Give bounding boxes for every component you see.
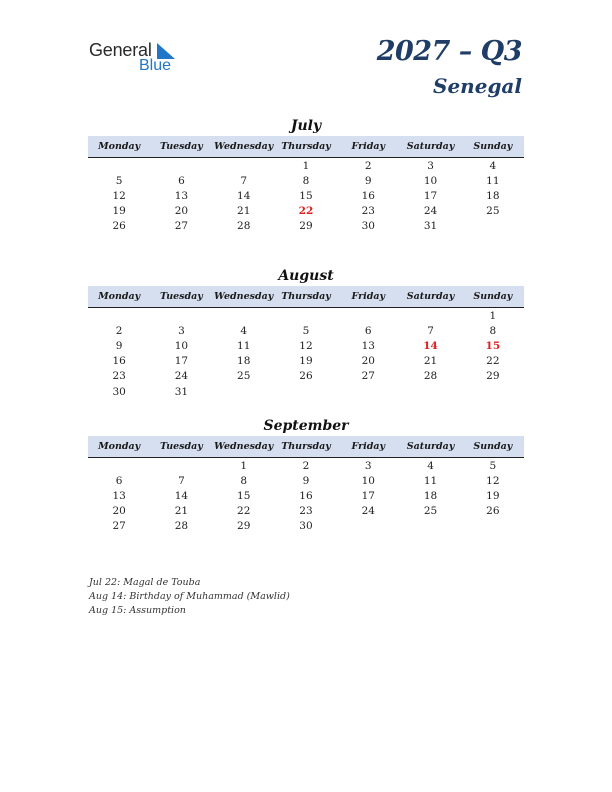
day-cell: 16	[112, 355, 126, 368]
day-cell: 7	[427, 324, 434, 337]
day-cell: 6	[178, 174, 185, 187]
weekday-header: Saturday	[406, 441, 455, 452]
day-cell: 24	[423, 205, 438, 218]
weekday-header: Wednesday	[214, 141, 274, 152]
weekday-header: Friday	[351, 141, 386, 152]
weekday-header: Sunday	[473, 441, 513, 452]
day-cell: 24	[361, 505, 375, 518]
weekday-header: Tuesday	[160, 291, 203, 302]
day-cell: 12	[299, 339, 313, 352]
day-cell: 25	[237, 370, 251, 383]
page-title: 2027 – Q3	[376, 36, 522, 67]
weekday-header: Thursday	[281, 441, 331, 452]
day-cell: 6	[364, 324, 372, 337]
holiday-note: Aug 15: Assumption	[89, 605, 186, 616]
day-cell: 2	[115, 324, 123, 337]
week-row	[88, 158, 524, 173]
holiday-day-cell: 14	[423, 339, 438, 352]
weekday-header: Tuesday	[160, 441, 203, 452]
day-cell: 13	[361, 339, 375, 352]
holiday-note: Aug 14: Birthday of Muhammad (Mawlid)	[89, 591, 290, 602]
day-cell: 22	[237, 505, 251, 518]
holiday-note: Jul 22: Magal de Touba	[89, 577, 201, 588]
month-calendar-august	[88, 266, 524, 399]
day-cell: 7	[178, 474, 185, 487]
day-cell: 4	[489, 159, 497, 172]
day-cell: 14	[174, 489, 189, 502]
day-cell: 30	[361, 220, 375, 233]
day-cell: 31	[174, 385, 189, 398]
day-cell: 11	[423, 474, 438, 487]
week-row	[88, 338, 524, 353]
day-cell: 10	[423, 174, 438, 187]
day-cell: 28	[423, 370, 438, 383]
week-row	[88, 308, 524, 323]
day-cell: 30	[112, 385, 126, 398]
month-calendar-september	[88, 416, 524, 534]
holiday-day-cell: 22	[298, 205, 314, 218]
weekday-header-row	[88, 286, 524, 308]
week-row	[88, 504, 524, 519]
day-cell: 29	[237, 520, 251, 533]
week-row	[88, 219, 524, 234]
day-cell: 16	[299, 489, 313, 502]
weekday-header: Saturday	[406, 291, 455, 302]
week-row	[88, 369, 524, 384]
day-cell: 17	[361, 489, 375, 502]
day-cell: 18	[237, 355, 251, 368]
logo-text-general: General	[89, 40, 152, 60]
day-cell: 12	[486, 474, 500, 487]
week-row	[88, 188, 524, 203]
day-cell: 9	[364, 174, 372, 187]
week-row	[88, 173, 524, 188]
week-row	[88, 519, 524, 534]
day-cell: 6	[115, 474, 123, 487]
day-cell: 8	[302, 174, 310, 187]
month-calendar-july	[88, 116, 524, 234]
day-cell: 14	[237, 189, 251, 202]
month-name: September	[263, 418, 349, 434]
day-cell: 27	[112, 520, 126, 533]
day-cell: 1	[240, 459, 248, 472]
day-cell: 29	[486, 370, 500, 383]
day-cell: 10	[174, 339, 189, 352]
holiday-notes	[89, 576, 290, 618]
logo-text-blue: Blue	[139, 57, 172, 74]
day-cell: 22	[486, 355, 500, 368]
weekday-header: Saturday	[406, 141, 455, 152]
day-cell: 26	[486, 505, 500, 518]
day-cell: 19	[486, 489, 500, 502]
generalblue-logo	[89, 40, 199, 76]
holiday-day-cell: 15	[485, 339, 501, 352]
month-name: July	[290, 118, 322, 134]
day-cell: 2	[364, 159, 372, 172]
day-cell: 3	[178, 324, 185, 337]
day-cell: 15	[237, 489, 251, 502]
weekday-header: Wednesday	[214, 441, 274, 452]
week-row	[88, 473, 524, 488]
day-cell: 5	[302, 324, 310, 337]
day-cell: 2	[302, 459, 310, 472]
weekday-header: Thursday	[281, 141, 331, 152]
day-cell: 4	[240, 324, 248, 337]
day-cell: 21	[174, 505, 189, 518]
day-cell: 25	[486, 205, 500, 218]
day-cell: 11	[237, 339, 251, 352]
day-cell: 28	[174, 520, 189, 533]
week-row	[88, 488, 524, 503]
day-cell: 8	[240, 474, 248, 487]
day-cell: 1	[302, 159, 310, 172]
day-cell: 20	[112, 505, 126, 518]
day-cell: 31	[423, 220, 438, 233]
day-cell: 20	[361, 355, 375, 368]
day-cell: 19	[299, 355, 313, 368]
weekday-header: Monday	[98, 291, 141, 302]
week-row	[88, 354, 524, 369]
day-cell: 9	[302, 474, 310, 487]
day-cell: 9	[115, 339, 123, 352]
week-row	[88, 384, 524, 399]
weekday-header: Friday	[351, 291, 386, 302]
week-row	[88, 323, 524, 338]
day-cell: 17	[423, 189, 438, 202]
day-cell: 15	[299, 189, 313, 202]
week-row	[88, 458, 524, 473]
day-cell: 3	[364, 459, 372, 472]
day-cell: 23	[112, 370, 126, 383]
week-row	[88, 204, 524, 219]
day-cell: 18	[423, 489, 438, 502]
day-cell: 21	[237, 205, 251, 218]
day-cell: 1	[489, 309, 497, 322]
day-cell: 23	[361, 205, 375, 218]
day-cell: 30	[299, 520, 313, 533]
day-cell: 5	[489, 459, 497, 472]
day-cell: 18	[486, 189, 500, 202]
day-cell: 28	[237, 220, 251, 233]
day-cell: 29	[299, 220, 313, 233]
month-name: August	[278, 268, 334, 284]
day-cell: 27	[361, 370, 375, 383]
day-cell: 10	[361, 474, 375, 487]
day-cell: 24	[174, 370, 189, 383]
weekday-header: Sunday	[473, 141, 513, 152]
day-cell: 4	[427, 459, 434, 472]
day-cell: 26	[299, 370, 313, 383]
weekday-header: Tuesday	[160, 141, 203, 152]
weekday-header: Friday	[351, 441, 386, 452]
day-cell: 3	[427, 159, 434, 172]
day-cell: 23	[299, 505, 313, 518]
day-cell: 8	[489, 324, 497, 337]
day-cell: 11	[486, 174, 500, 187]
weekday-header: Thursday	[281, 291, 331, 302]
day-cell: 19	[112, 205, 126, 218]
weekday-header: Monday	[98, 141, 141, 152]
day-cell: 26	[112, 220, 126, 233]
day-cell: 5	[115, 174, 123, 187]
weekday-header-row	[88, 436, 524, 458]
day-cell: 17	[174, 355, 189, 368]
day-cell: 20	[174, 205, 189, 218]
day-cell: 13	[174, 189, 189, 202]
day-cell: 16	[361, 189, 375, 202]
day-cell: 13	[112, 489, 126, 502]
day-cell: 7	[240, 174, 248, 187]
day-cell: 12	[112, 189, 126, 202]
page-subtitle: Senegal	[433, 74, 522, 98]
weekday-header-row	[88, 136, 524, 158]
weekday-header: Wednesday	[214, 291, 274, 302]
day-cell: 21	[423, 355, 438, 368]
day-cell: 27	[174, 220, 189, 233]
weekday-header: Sunday	[473, 291, 513, 302]
day-cell: 25	[423, 505, 438, 518]
weekday-header: Monday	[98, 441, 141, 452]
